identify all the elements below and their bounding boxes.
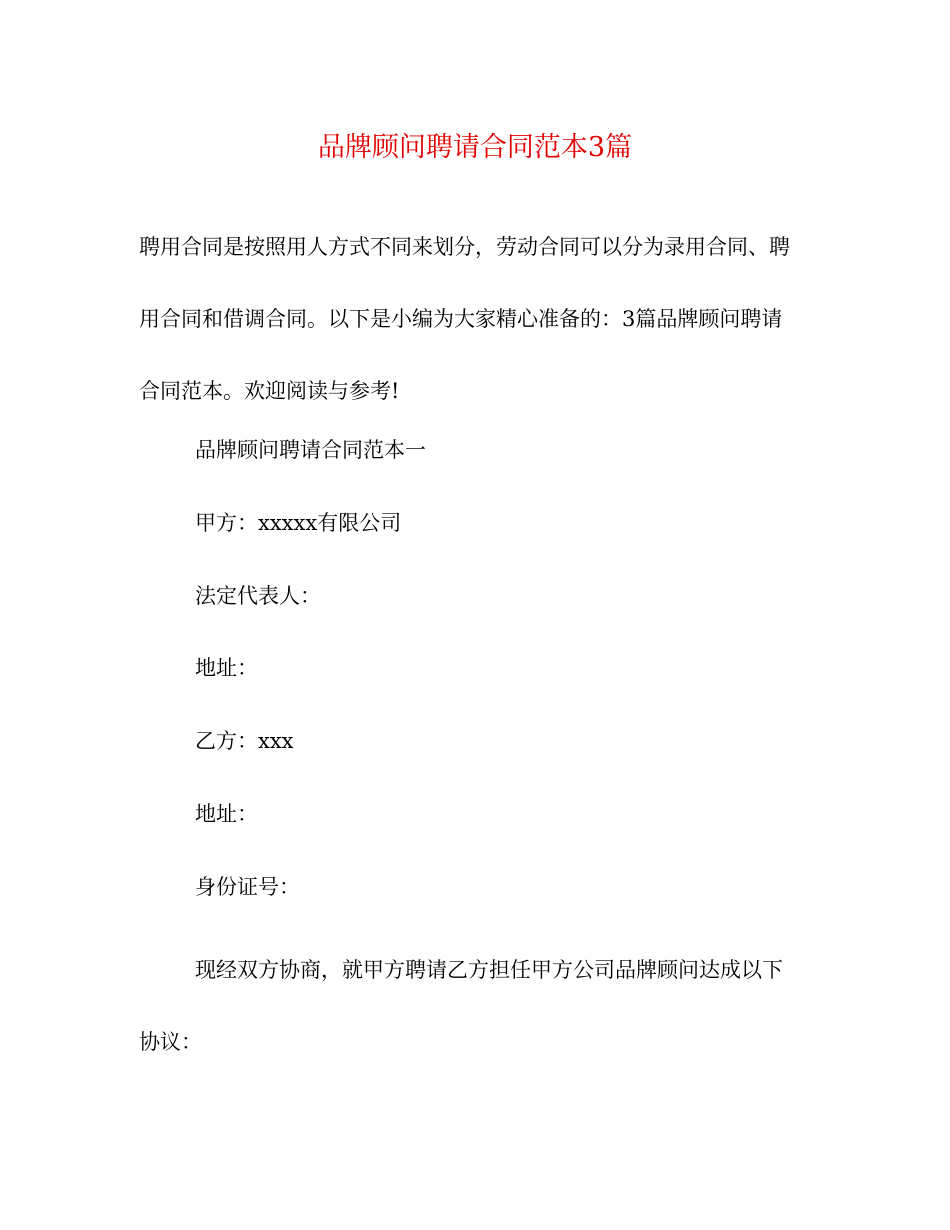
- id-number-line: 身份证号：: [195, 875, 300, 899]
- party-b-address-line: 地址：: [195, 802, 258, 826]
- party-a-line: 甲方：xxxxx有限公司: [195, 511, 402, 535]
- intro-line-3: 合同范本。欢迎阅读与参考!: [139, 379, 400, 403]
- legal-representative-line: 法定代表人：: [195, 584, 321, 608]
- section-heading: 品牌顾问聘请合同范本一: [195, 438, 426, 462]
- intro-line-2: 用合同和借调合同。以下是小编为大家精心准备的：3篇品牌顾问聘请: [139, 307, 783, 331]
- party-b-line: 乙方：xxx: [195, 729, 294, 753]
- intro-paragraph: [139, 211, 819, 427]
- intro-line-1: 聘用合同是按照用人方式不同来划分，劳动合同可以分为录用合同、聘: [139, 235, 790, 259]
- agreement-paragraph: [139, 934, 819, 1078]
- agreement-line-1: 现经双方协商，就甲方聘请乙方担任甲方公司品牌顾问达成以下: [195, 958, 783, 982]
- agreement-line-2: 协议：: [139, 1030, 202, 1054]
- document-title: 品牌顾问聘请合同范本3篇: [317, 132, 633, 163]
- party-a-address-line: 地址：: [195, 656, 258, 680]
